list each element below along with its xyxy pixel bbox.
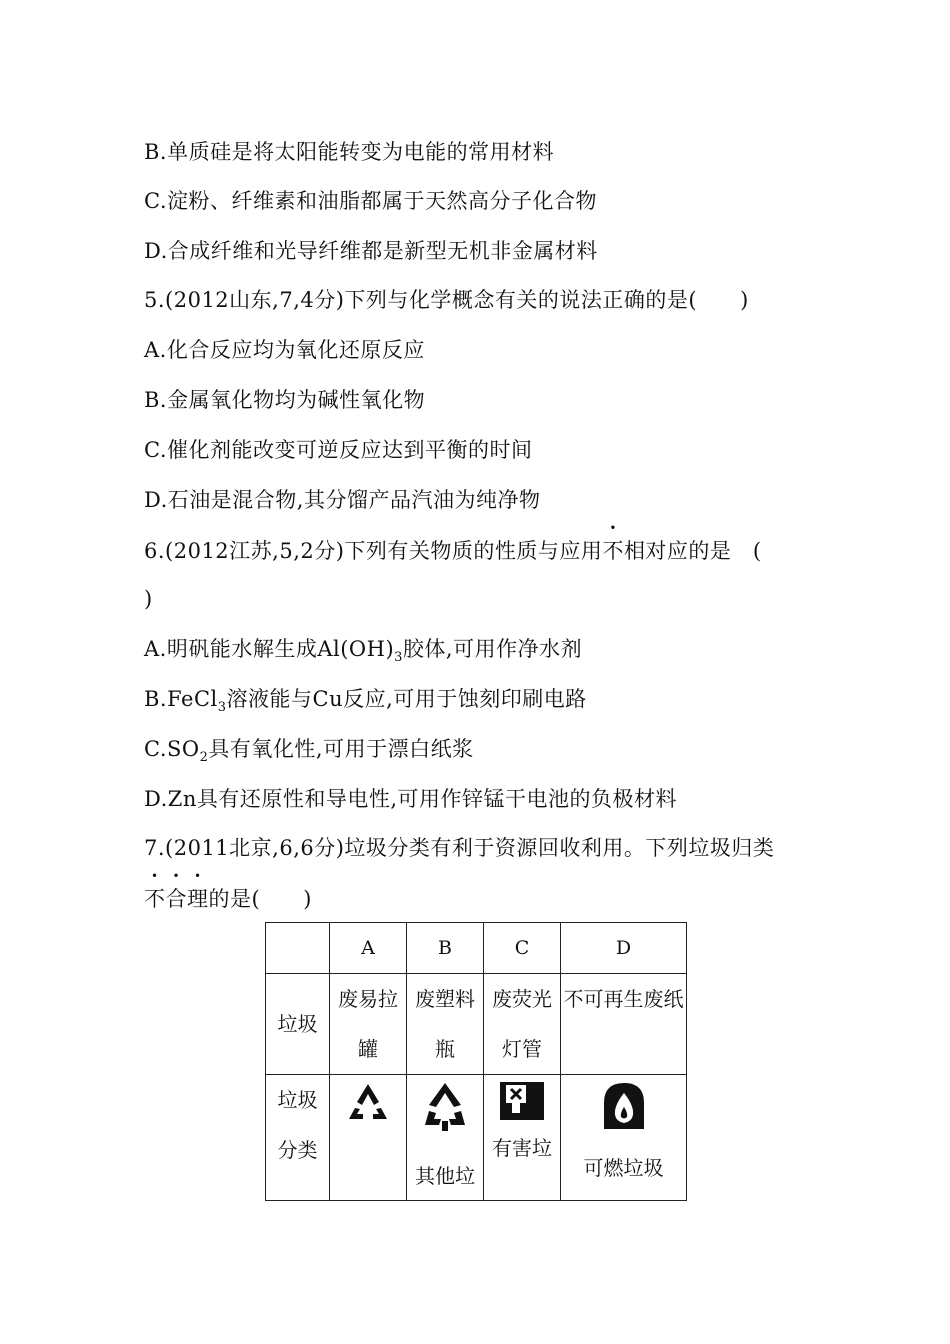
q7-stem-tail: 的是( ): [208, 887, 312, 911]
q6-option-b: [144, 684, 587, 718]
hazardous-icon: [499, 1081, 545, 1121]
category-a: [330, 1075, 407, 1201]
category-c: [484, 1075, 561, 1201]
q4-option-d: D.合成纤维和光导纤维都是新型无机非金属材料: [144, 239, 598, 263]
q6-stem-text: 6.(2012江苏,5,2分)下列有关物质的性质与应用: [144, 539, 603, 563]
garbage-classification-table: [265, 922, 687, 1201]
emphasis-char: 不: [144, 887, 166, 911]
q4-option-c: C.淀粉、纤维素和油脂都属于天然高分子化合物: [144, 189, 597, 213]
table-row: [266, 974, 687, 1075]
category-b-text: 其他垃: [415, 1164, 475, 1188]
category-d-text: 可燃垃圾: [583, 1156, 664, 1180]
text: C.SO: [144, 737, 200, 761]
text: 具有氧化性,可用于漂白纸浆: [208, 737, 474, 761]
subscript: 2: [199, 750, 209, 765]
recycle-icon: [421, 1081, 469, 1133]
garbage-a: 废易拉罐: [330, 974, 407, 1075]
table-header-row: [266, 923, 687, 974]
q6-option-a: [144, 634, 582, 668]
emphasis-char: 合: [165, 887, 187, 911]
q7-stem: 7.(2011北京,6,6分)垃圾分类有利于资源回收利用。下列垃圾归类: [144, 836, 775, 860]
q4-option-b: B.单质硅是将太阳能转变为电能的常用材料: [144, 140, 555, 164]
garbage-d: 不可再生废纸: [561, 974, 687, 1075]
q6-stem-line2: ): [144, 587, 153, 611]
category-c-text: 有害垃: [492, 1136, 552, 1160]
garbage-c: 废荧光灯管: [484, 974, 561, 1075]
q5-stem: 5.(2012山东,7,4分)下列与化学概念有关的说法正确的是( ): [144, 288, 749, 312]
text: 胶体,可用作净水剂: [402, 637, 583, 661]
table-row: [266, 1075, 687, 1201]
header-a: A: [330, 923, 407, 974]
q7-stem-line2: [144, 884, 312, 914]
garbage-b: 废塑料瓶: [407, 974, 484, 1075]
header-b: B: [407, 923, 484, 974]
row-label-category: 垃圾分类: [266, 1075, 330, 1201]
subscript: 3: [217, 700, 227, 715]
emphasis-char: 理: [187, 887, 209, 911]
header-c: C: [484, 923, 561, 974]
text: A.明矾能水解生成Al(OH): [144, 637, 395, 661]
row-label-garbage: 垃圾: [266, 974, 330, 1075]
q5-option-c: C.催化剂能改变可逆反应达到平衡的时间: [144, 438, 533, 462]
q5-option-b: B.金属氧化物均为碱性氧化物: [144, 388, 426, 412]
text: B.FeCl: [144, 687, 218, 711]
q5-option-d: D.石油是混合物,其分馏产品汽油为纯净物: [144, 488, 541, 512]
category-d: [561, 1075, 687, 1201]
recycle-icon: [345, 1081, 391, 1125]
table-corner-cell: [266, 923, 330, 974]
flame-icon: [600, 1081, 648, 1131]
q6-stem: [144, 536, 762, 566]
header-d: D: [561, 923, 687, 974]
q6-option-c: [144, 734, 474, 768]
subscript: 3: [394, 650, 403, 665]
q6-option-d: D.Zn具有还原性和导电性,可用作锌锰干电池的负极材料: [144, 787, 678, 811]
category-b: [407, 1075, 484, 1201]
q5-option-a: A.化合反应均为氧化还原反应: [144, 338, 425, 362]
text: 溶液能与Cu反应,可用于蚀刻印刷电路: [226, 687, 587, 711]
emphasis-char: 不: [602, 539, 624, 563]
q6-stem-tail: 相对应的是 (: [623, 539, 762, 563]
